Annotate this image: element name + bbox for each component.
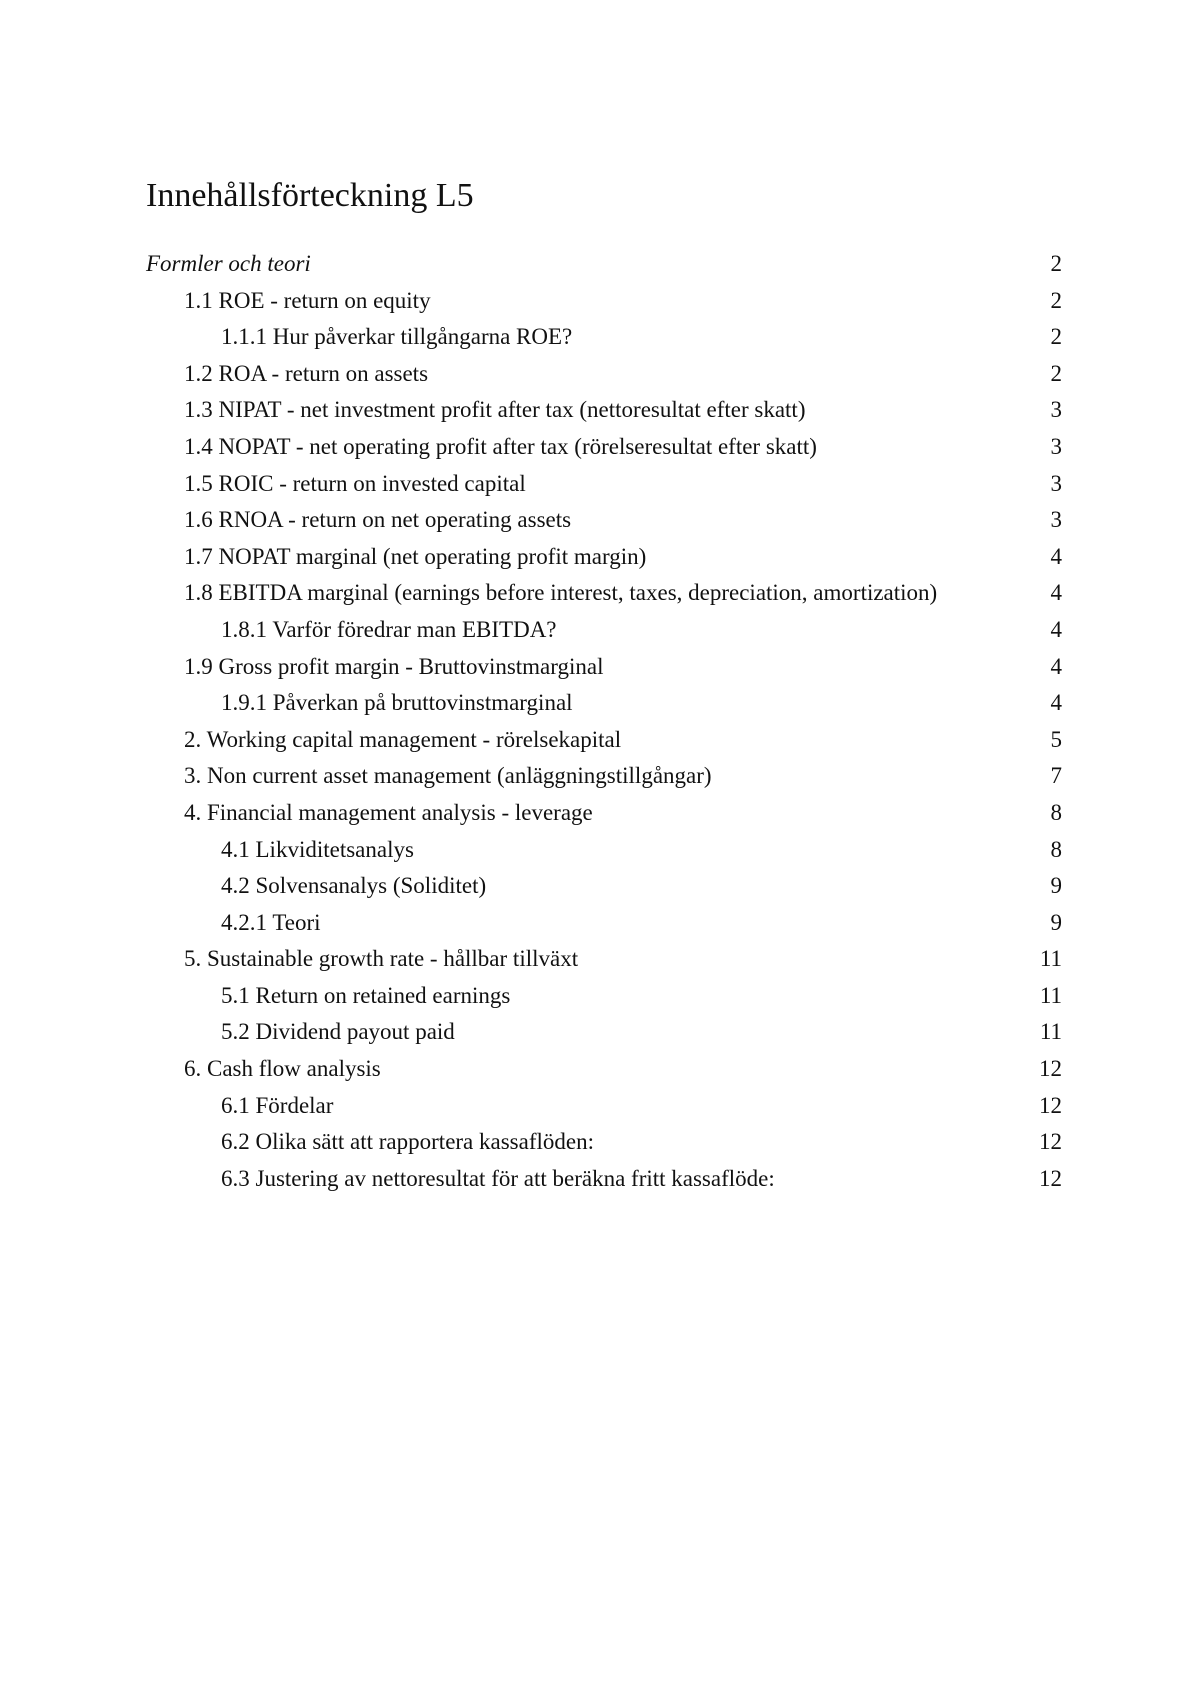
toc-entry-page-number: 3 <box>1050 507 1062 533</box>
toc-entry[interactable] <box>146 758 1062 795</box>
toc-entry-title: 3. Non current asset management (anläggningstillgångar) <box>184 763 712 789</box>
toc-entry[interactable] <box>146 795 1062 832</box>
toc-entry-page-number: 11 <box>1039 1019 1062 1045</box>
toc-entry-page-number: 11 <box>1039 946 1062 972</box>
toc-entry[interactable] <box>146 685 1062 722</box>
toc-entry-title: Formler och teori <box>146 251 311 276</box>
toc-entry[interactable] <box>146 319 1062 356</box>
toc-entry[interactable] <box>146 246 1062 283</box>
toc-entry-title: 5. Sustainable growth rate - hållbar tillväxt <box>184 946 579 972</box>
toc-entry[interactable] <box>146 905 1062 942</box>
toc-entry[interactable] <box>146 283 1062 320</box>
toc-entry-title: 2. Working capital management - rörelsekapital <box>184 726 622 752</box>
toc-entry-page-number: 2 <box>1050 251 1062 276</box>
toc-entry-page-number: 5 <box>1050 726 1062 752</box>
toc-entry-page-number: 4 <box>1050 690 1062 716</box>
toc-entry-page-number: 7 <box>1050 763 1062 789</box>
toc-entry-title: 1.3 NIPAT - net investment profit after tax (nettoresultat efter skatt) <box>184 397 806 423</box>
toc-entry-page-number: 3 <box>1050 397 1062 423</box>
toc-entry[interactable] <box>146 575 1062 612</box>
toc-entry-title: 4.2 Solvensanalys (Soliditet) <box>221 873 487 899</box>
toc-entry-page-number: 2 <box>1050 360 1062 386</box>
toc-entry-title: 4. Financial management analysis - leverage <box>184 799 593 825</box>
toc-entry-page-number: 9 <box>1050 873 1062 899</box>
toc-entry-title: 1.9.1 Påverkan på bruttovinstmarginal <box>221 690 573 716</box>
toc-entry-page-number: 8 <box>1050 799 1062 825</box>
toc-entry-page-number: 2 <box>1050 324 1062 350</box>
toc-entry-title: 1.5 ROIC - return on invested capital <box>184 470 526 496</box>
toc-entry[interactable] <box>146 832 1062 869</box>
toc-entry-title: 1.4 NOPAT - net operating profit after tax (rörelseresultat efter skatt) <box>184 433 817 459</box>
toc-entry[interactable] <box>146 978 1062 1015</box>
toc-entry[interactable] <box>146 649 1062 686</box>
toc-entry-title: 4.2.1 Teori <box>221 909 321 935</box>
toc-entry-page-number: 4 <box>1050 543 1062 569</box>
toc-entry-title: 1.6 RNOA - return on net operating assets <box>184 507 572 533</box>
toc-entry-page-number: 2 <box>1050 287 1062 313</box>
toc-entry[interactable] <box>146 1014 1062 1051</box>
toc-entry-page-number: 12 <box>1039 1129 1062 1155</box>
toc-entry-page-number: 4 <box>1050 616 1062 642</box>
toc-entry[interactable] <box>146 466 1062 503</box>
toc-entry-title: 1.2 ROA - return on assets <box>184 360 429 386</box>
toc-entry[interactable] <box>146 1161 1062 1198</box>
toc-entry-title: 5.2 Dividend payout paid <box>221 1019 455 1045</box>
toc-entry[interactable] <box>146 1124 1062 1161</box>
toc-entry-title: 1.8.1 Varför föredrar man EBITDA? <box>221 616 557 642</box>
toc-entry-page-number: 8 <box>1050 836 1062 862</box>
toc-entry-page-number: 4 <box>1050 580 1062 606</box>
toc-entry[interactable] <box>146 502 1062 539</box>
toc-entry-page-number: 12 <box>1039 1092 1062 1118</box>
toc-entry-title: 1.1.1 Hur påverkar tillgångarna ROE? <box>221 324 573 350</box>
toc-entry-page-number: 9 <box>1050 909 1062 935</box>
toc-entry-title: 5.1 Return on retained earnings <box>221 982 511 1008</box>
toc-entry-page-number: 11 <box>1039 982 1062 1008</box>
toc-entry[interactable] <box>146 1051 1062 1088</box>
toc-entry[interactable] <box>146 539 1062 576</box>
toc-entry[interactable] <box>146 612 1062 649</box>
toc-entry[interactable] <box>146 941 1062 978</box>
toc-entry-title: 1.8 EBITDA marginal (earnings before interest, taxes, depreciation, amortization) <box>184 580 938 606</box>
toc-entry-page-number: 12 <box>1039 1165 1062 1191</box>
toc-entry-title: 4.1 Likviditetsanalys <box>221 836 414 862</box>
toc-entry-page-number: 3 <box>1050 470 1062 496</box>
toc-entry-title: 1.1 ROE - return on equity <box>184 287 431 313</box>
toc-entry-title: 6. Cash flow analysis <box>184 1056 381 1082</box>
toc-title: Innehållsförteckning L5 <box>146 177 474 214</box>
toc-entry-title: 1.7 NOPAT marginal (net operating profit margin) <box>184 543 647 569</box>
toc-entry-title: 6.1 Fördelar <box>221 1092 334 1118</box>
toc-entry[interactable] <box>146 392 1062 429</box>
toc-entry-page-number: 4 <box>1050 653 1062 679</box>
toc-entry[interactable] <box>146 356 1062 393</box>
toc-entry-title: 1.9 Gross profit margin - Bruttovinstmarginal <box>184 653 604 679</box>
toc-entry-title: 6.3 Justering av nettoresultat för att beräkna fritt kassaflöde: <box>221 1165 775 1191</box>
toc-entry[interactable] <box>146 429 1062 466</box>
toc-entry[interactable] <box>146 868 1062 905</box>
toc-entry-title: 6.2 Olika sätt att rapportera kassaflöden: <box>221 1129 594 1155</box>
table-of-contents <box>146 246 1062 1197</box>
toc-entry[interactable] <box>146 722 1062 759</box>
toc-entry-page-number: 3 <box>1050 433 1062 459</box>
toc-entry[interactable] <box>146 1088 1062 1125</box>
toc-entry-page-number: 12 <box>1039 1056 1062 1082</box>
